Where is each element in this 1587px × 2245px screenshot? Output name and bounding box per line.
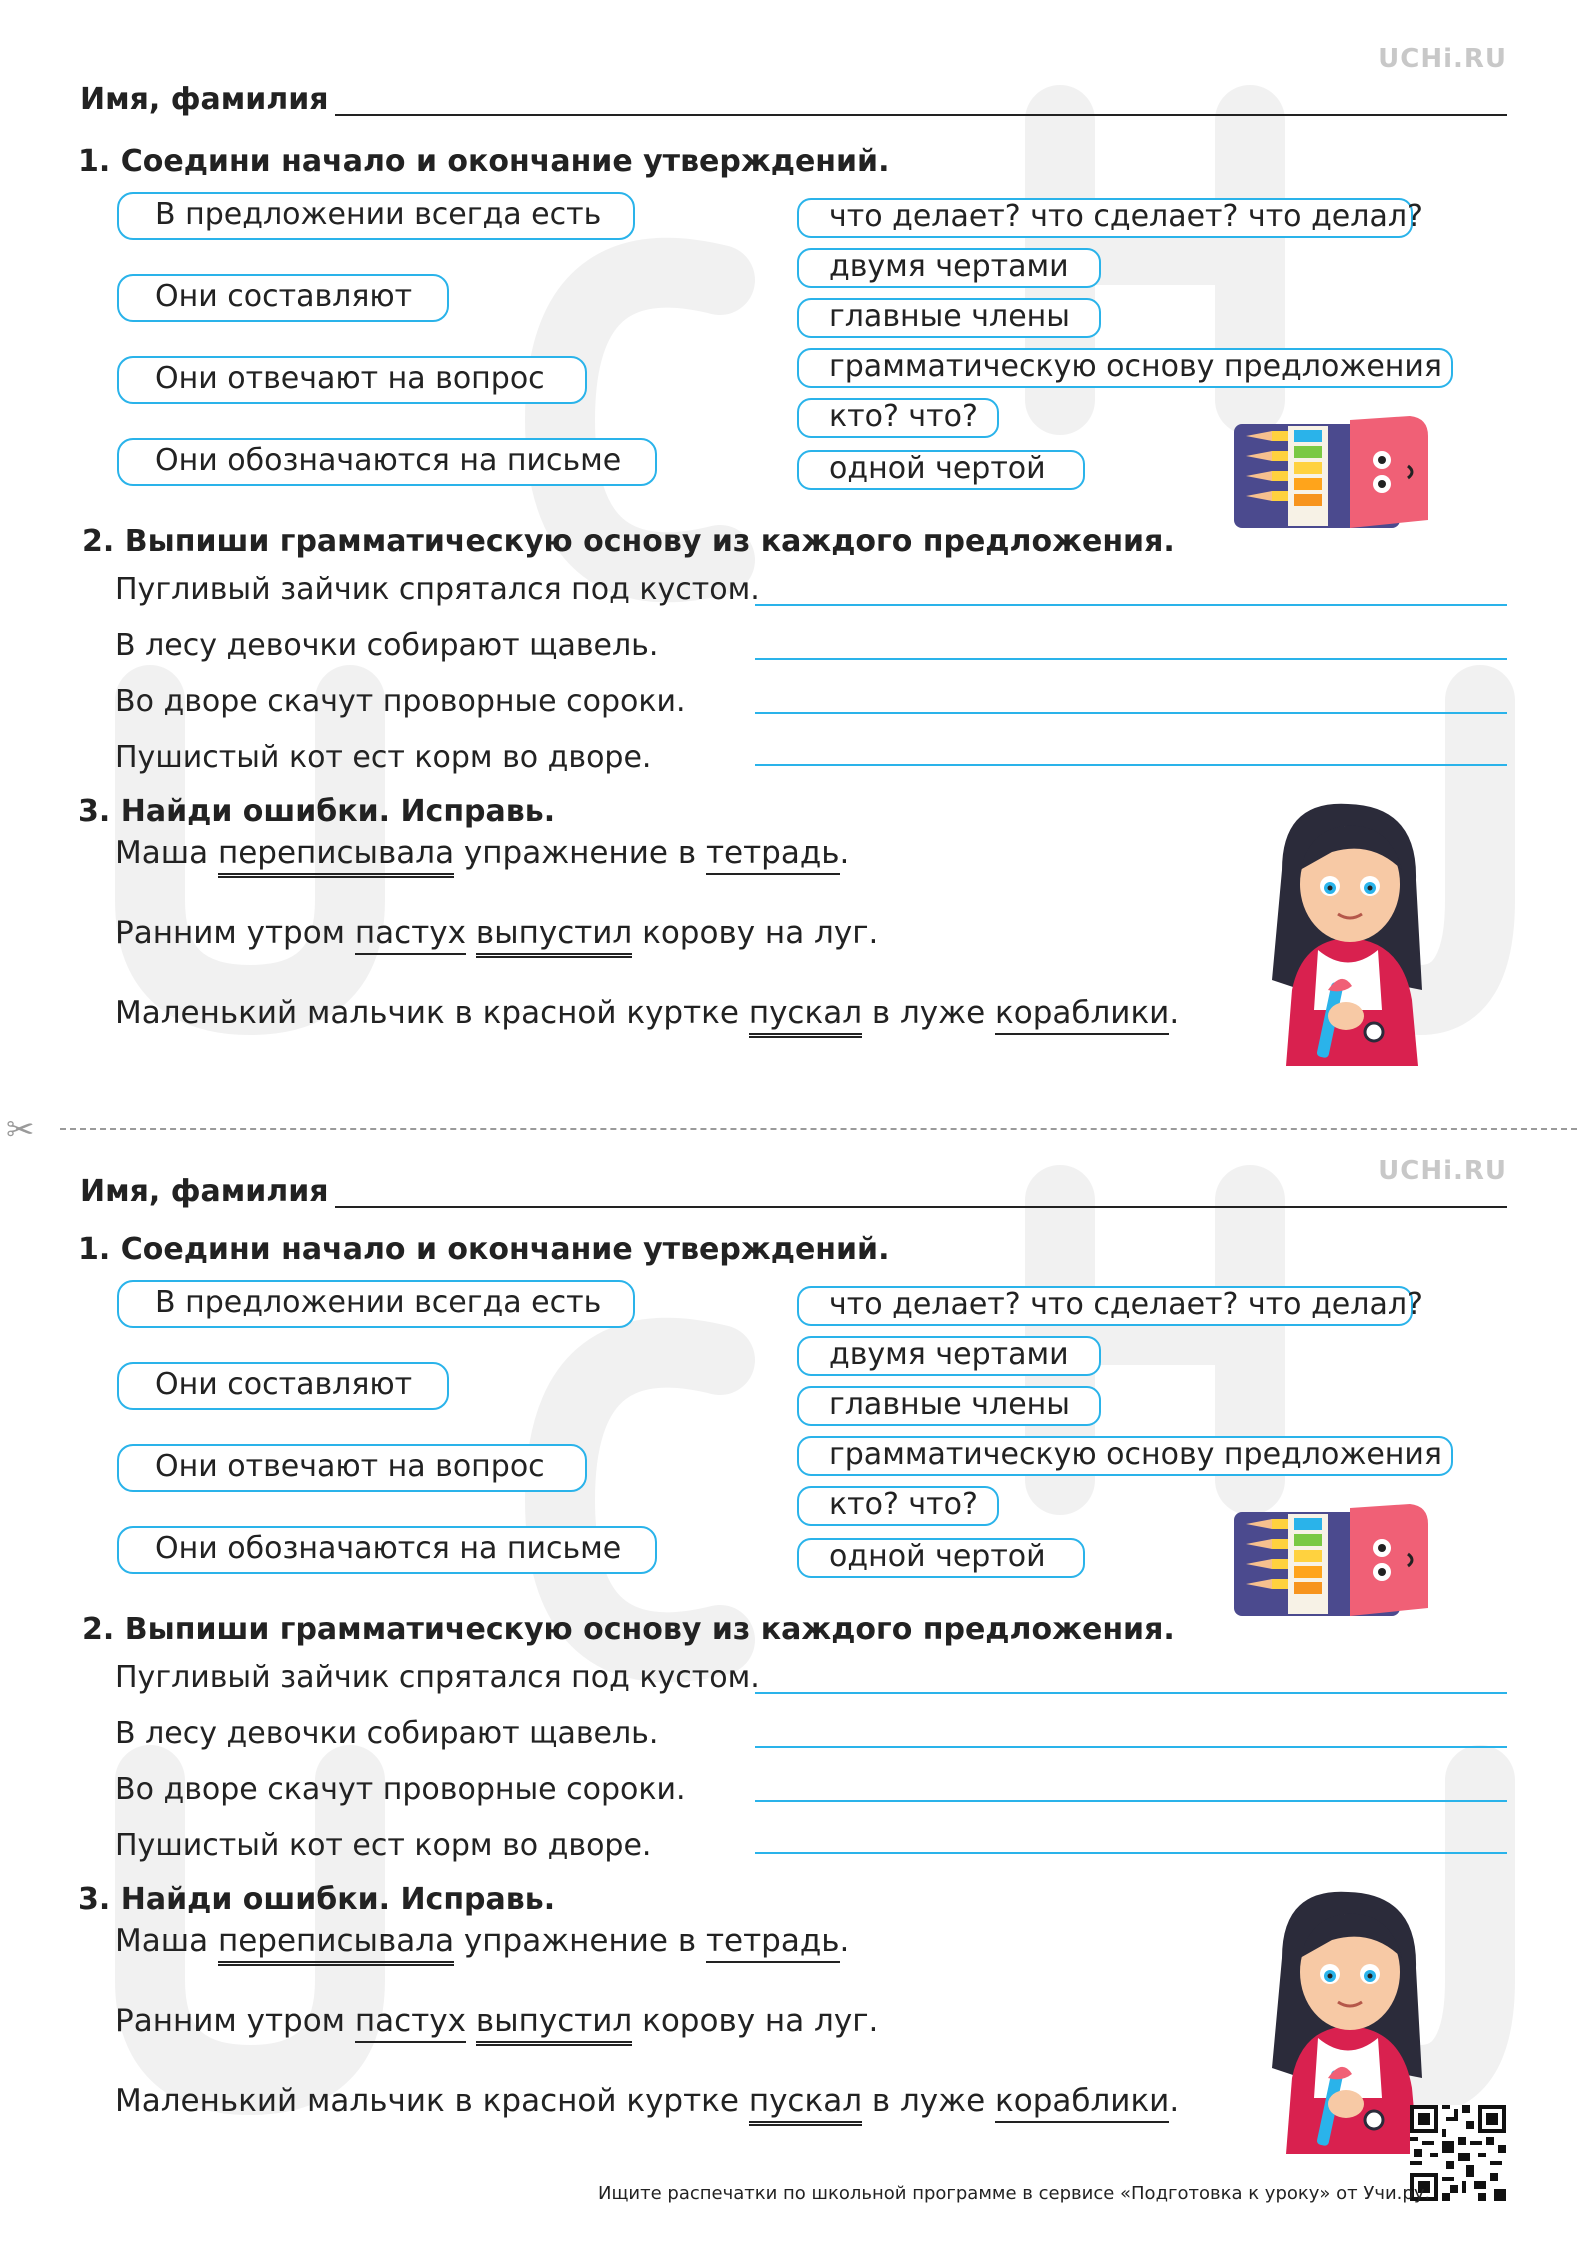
predicate-word: пускал <box>749 2082 862 2126</box>
text-part: в луже <box>862 995 996 1031</box>
text-part: Маша <box>115 835 218 871</box>
scissors-icon: ✂ <box>6 1110 35 1150</box>
answer-line[interactable] <box>755 712 1507 714</box>
text-part: корову на луг. <box>632 2003 879 2039</box>
answer-line[interactable] <box>755 1800 1507 1802</box>
subject-word: пастух <box>355 2002 466 2043</box>
right-pill[interactable]: одной чертой <box>797 1538 1085 1578</box>
text-part: . <box>1169 2083 1180 2119</box>
left-pill[interactable]: Они отвечают на вопрос <box>117 1444 587 1492</box>
right-pill[interactable]: кто? что? <box>797 398 999 438</box>
name-input-line[interactable] <box>335 114 1507 116</box>
right-pill[interactable]: двумя чертами <box>797 1336 1101 1376</box>
task1-title: 1. Соедини начало и окончание утверждений. <box>78 1232 890 1267</box>
text-part: упражнение в <box>454 835 706 871</box>
pencil-box-icon <box>1232 416 1430 530</box>
fix-sentence-2 <box>115 914 878 958</box>
text-part: Ранним утром <box>115 2003 355 2039</box>
worksheet-1 <box>0 0 1587 1080</box>
answer-line[interactable] <box>755 1692 1507 1694</box>
fix-sentence-1 <box>115 1922 849 1966</box>
footer-note: Ищите распечатки по школьной программе в сервисе «Подготовка к уроку» от Учи.ру. <box>598 2183 1431 2204</box>
task2-title: 2. Выпиши грамматическую основу из каждого предложения. <box>82 1612 1175 1647</box>
text-part: Маша <box>115 1923 218 1959</box>
task2-title: 2. Выпиши грамматическую основу из каждого предложения. <box>82 524 1175 559</box>
left-pill[interactable]: Они составляют <box>117 274 449 322</box>
right-pill[interactable]: кто? что? <box>797 1486 999 1526</box>
right-pill[interactable]: что делает? что сделает? что делал? <box>797 198 1413 238</box>
fix-sentence-1 <box>115 834 849 878</box>
text-part: упражнение в <box>454 1923 706 1959</box>
sentence: В лесу девочки собирают щавель. <box>115 1716 659 1751</box>
text-part <box>466 915 476 951</box>
girl-with-pen-icon <box>1262 800 1434 1066</box>
text-part: . <box>1169 995 1180 1031</box>
brand-logo: UCHi.RU <box>1378 1156 1507 1186</box>
worksheet-2 <box>0 1088 1587 2168</box>
text-part <box>466 2003 476 2039</box>
text-part: Ранним утром <box>115 915 355 951</box>
predicate-word: выпустил <box>476 914 632 958</box>
name-row <box>80 1174 1507 1214</box>
left-pill[interactable]: Они обозначаются на письме <box>117 1526 657 1574</box>
left-pill[interactable]: В предложении всегда есть <box>117 1280 635 1328</box>
subject-word: пастух <box>355 914 466 955</box>
left-pill[interactable]: Они обозначаются на письме <box>117 438 657 486</box>
text-part: Маленький мальчик в красной куртке <box>115 2083 749 2119</box>
answer-line[interactable] <box>755 1746 1507 1748</box>
sentence: Пугливый зайчик спрятался под кустом. <box>115 572 760 607</box>
name-label: Имя, фамилия <box>80 82 329 117</box>
pencil-box-icon <box>1232 1504 1430 1618</box>
girl-with-pen-icon <box>1262 1888 1434 2154</box>
task3-title: 3. Найди ошибки. Исправь. <box>78 1882 556 1917</box>
predicate-word: переписывала <box>218 1922 454 1966</box>
sentence: В лесу девочки собирают щавель. <box>115 628 659 663</box>
right-pill[interactable]: одной чертой <box>797 450 1085 490</box>
right-pill[interactable]: что делает? что сделает? что делал? <box>797 1286 1413 1326</box>
brand-logo: UCHi.RU <box>1378 44 1507 74</box>
sentence: Во дворе скачут проворные сороки. <box>115 684 686 719</box>
right-pill[interactable]: главные члены <box>797 298 1101 338</box>
right-pill[interactable]: грамматическую основу предложения <box>797 1436 1453 1476</box>
sentence: Во дворе скачут проворные сороки. <box>115 1772 686 1807</box>
task3-title: 3. Найди ошибки. Исправь. <box>78 794 556 829</box>
left-pill[interactable]: Они составляют <box>117 1362 449 1410</box>
answer-line[interactable] <box>755 604 1507 606</box>
predicate-word: выпустил <box>476 2002 632 2046</box>
subject-word: тетрадь <box>706 1922 840 1963</box>
text-part: Маленький мальчик в красной куртке <box>115 995 749 1031</box>
subject-word: кораблики <box>995 994 1169 1035</box>
name-row <box>80 82 1507 122</box>
sentence: Пушистый кот ест корм во дворе. <box>115 1828 652 1863</box>
fix-sentence-3 <box>115 2082 1179 2126</box>
text-part: . <box>839 1923 850 1959</box>
predicate-word: пускал <box>749 994 862 1038</box>
predicate-word: переписывала <box>218 834 454 878</box>
fix-sentence-3 <box>115 994 1179 1038</box>
right-pill[interactable]: главные члены <box>797 1386 1101 1426</box>
text-part: корову на луг. <box>632 915 879 951</box>
task1-title: 1. Соедини начало и окончание утверждений. <box>78 144 890 179</box>
answer-line[interactable] <box>755 1852 1507 1854</box>
sentence: Пушистый кот ест корм во дворе. <box>115 740 652 775</box>
left-pill[interactable]: В предложении всегда есть <box>117 192 635 240</box>
fix-sentence-2 <box>115 2002 878 2046</box>
subject-word: тетрадь <box>706 834 840 875</box>
right-pill[interactable]: грамматическую основу предложения <box>797 348 1453 388</box>
answer-line[interactable] <box>755 764 1507 766</box>
text-part: в луже <box>862 2083 996 2119</box>
text-part: . <box>839 835 850 871</box>
name-label: Имя, фамилия <box>80 1174 329 1209</box>
answer-line[interactable] <box>755 658 1507 660</box>
sentence: Пугливый зайчик спрятался под кустом. <box>115 1660 760 1695</box>
name-input-line[interactable] <box>335 1206 1507 1208</box>
subject-word: кораблики <box>995 2082 1169 2123</box>
right-pill[interactable]: двумя чертами <box>797 248 1101 288</box>
left-pill[interactable]: Они отвечают на вопрос <box>117 356 587 404</box>
